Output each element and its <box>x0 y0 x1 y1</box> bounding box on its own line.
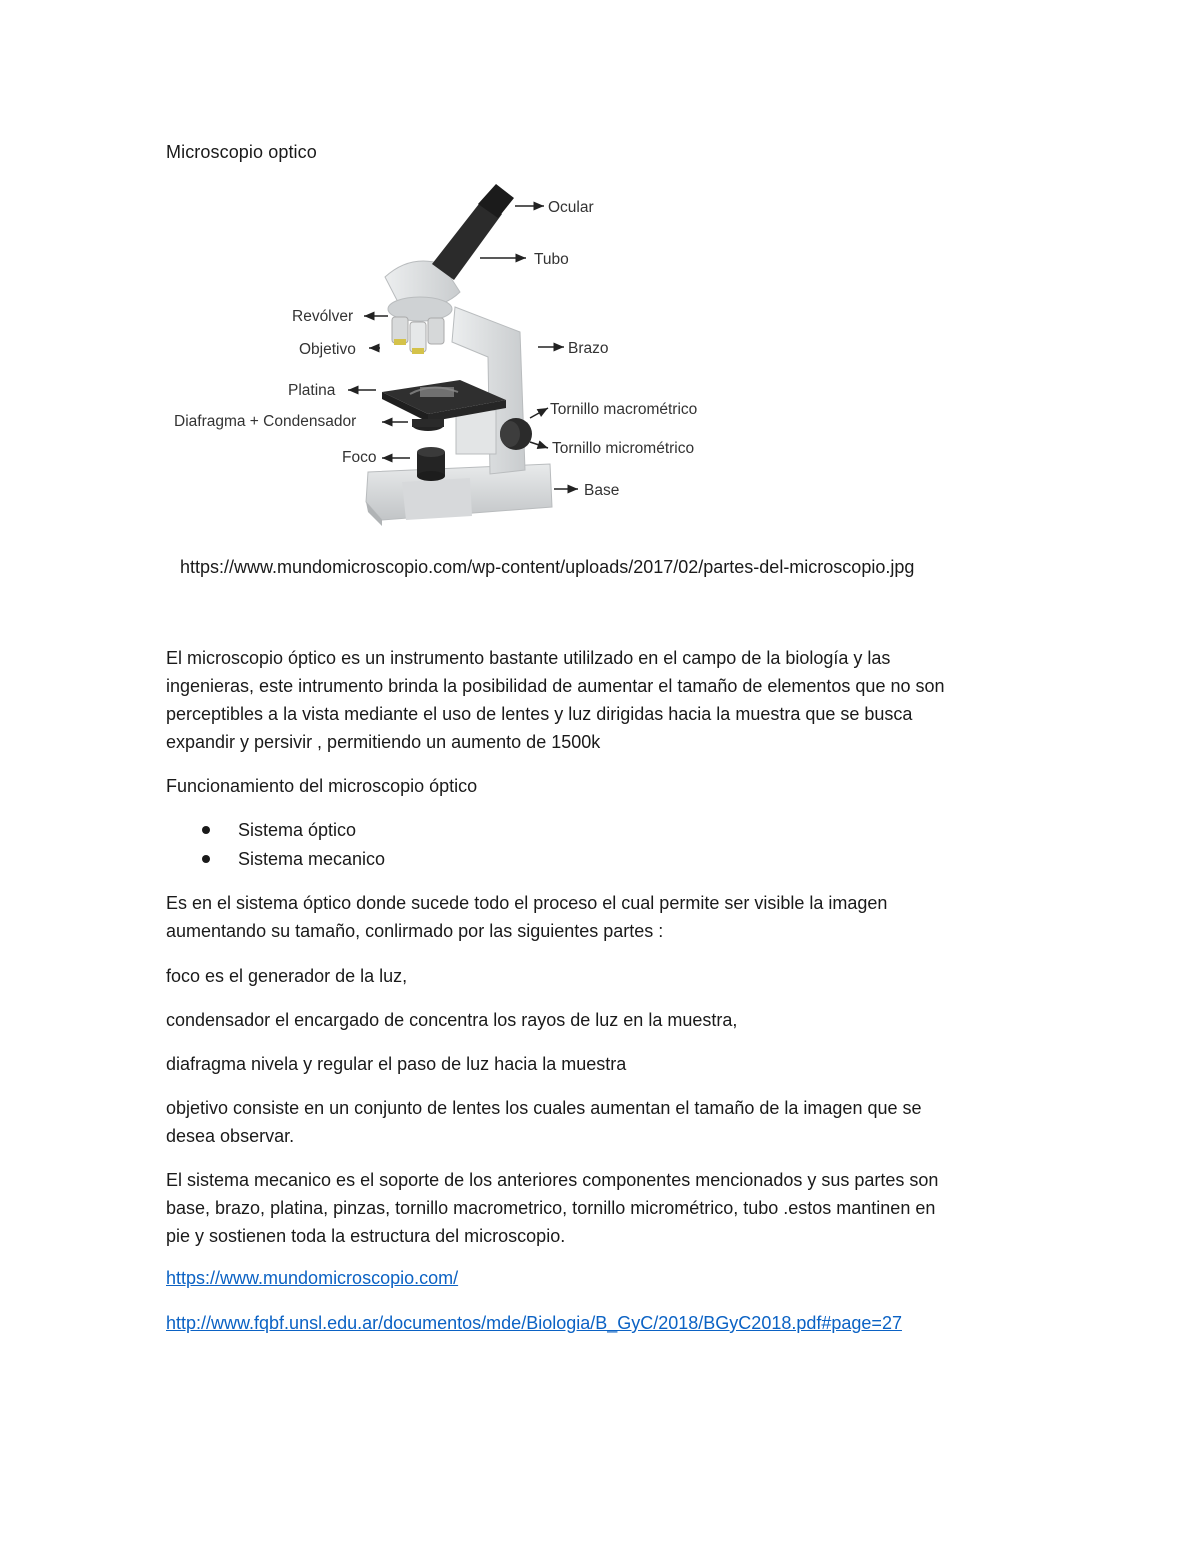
list-item-label: Sistema óptico <box>238 820 357 840</box>
label-tornillo-micro: Tornillo micrométrico <box>552 440 695 457</box>
microscope-base <box>366 464 552 526</box>
list-item <box>166 845 385 874</box>
arrow-tornillo-micro <box>530 442 548 448</box>
system-list <box>166 816 385 873</box>
intro-line-1: El microscopio óptico es un instrumento bastante utililzado en el campo de la biología y las <box>166 648 891 668</box>
objetivo-description-line-2: desea observar. <box>166 1126 295 1146</box>
microscope-diagram <box>170 182 750 527</box>
mechanical-system-line-3: pie y sostienen toda la estructura del microscopio. <box>166 1226 566 1246</box>
mechanical-system-line-1: El sistema mecanico es el soporte de los anteriores componentes mencionados y sus partes son <box>166 1170 939 1190</box>
bullet-icon <box>202 826 210 834</box>
eyepiece-tube <box>432 184 514 280</box>
diafragma-description: diafragma nivela y regular el paso de luz hacia la muestra <box>166 1054 627 1074</box>
list-item <box>166 816 385 845</box>
light-source <box>417 447 445 481</box>
reference-link-fqbf[interactable]: http://www.fqbf.unsl.edu.ar/documentos/mde/Biologia/B_GyC/2018/BGyC2018.pdf#page=27 <box>166 1313 902 1333</box>
intro-line-4: expandir y persivir , permitiendo un aumento de 1500k <box>166 732 601 752</box>
reference-link-mundomicroscopio[interactable]: https://www.mundomicroscopio.com/ <box>166 1268 459 1288</box>
condensador-description: condensador el encargado de concentra los rayos de luz en la muestra, <box>166 1010 738 1030</box>
focus-knob <box>500 418 532 450</box>
label-ocular: Ocular <box>548 199 594 216</box>
arrow-tornillo-macro <box>530 408 548 418</box>
label-platina: Platina <box>288 382 336 399</box>
label-tubo: Tubo <box>534 251 569 268</box>
mechanical-system-line-2: base, brazo, platina, pinzas, tornillo macrometrico, tornillo micrométrico, tubo .estos mantinen en <box>166 1198 936 1218</box>
objetivo-description-line-1: objetivo consiste en un conjunto de lentes los cuales aumentan el tamaño de la imagen que se <box>166 1098 922 1118</box>
optical-system-line-2: aumentando su tamaño, conlirmado por las siguientes partes : <box>166 921 664 941</box>
optical-system-line-1: Es en el sistema óptico donde sucede todo el proceso el cual permite ser visible la imagen <box>166 893 888 913</box>
bullet-icon <box>202 855 210 863</box>
intro-line-2: ingenieras, este intrumento brinda la posibilidad de aumentar el tamaño de elementos que no son <box>166 676 945 696</box>
image-source-caption: https://www.mundomicroscopio.com/wp-content/uploads/2017/02/partes-del-microscopio.jpg <box>180 557 915 577</box>
intro-line-3: perceptibles a la vista mediante el uso de lentes y luz dirigidas hacia la muestra que se busca <box>166 704 913 724</box>
label-diafragma: Diafragma + Condensador <box>174 413 357 430</box>
label-brazo: Brazo <box>568 340 609 357</box>
objectives <box>392 317 444 354</box>
condenser <box>412 419 444 431</box>
list-item-label: Sistema mecanico <box>238 848 386 869</box>
label-foco: Foco <box>342 449 377 466</box>
label-base: Base <box>584 482 620 499</box>
label-objetivo: Objetivo <box>299 341 356 358</box>
foco-description: foco es el generador de la luz, <box>166 966 408 986</box>
label-tornillo-macro: Tornillo macrométrico <box>550 401 698 418</box>
function-heading: Funcionamiento del microscopio óptico <box>166 776 478 796</box>
document-title: Microscopio optico <box>166 142 317 162</box>
label-revolver: Revólver <box>292 308 354 325</box>
